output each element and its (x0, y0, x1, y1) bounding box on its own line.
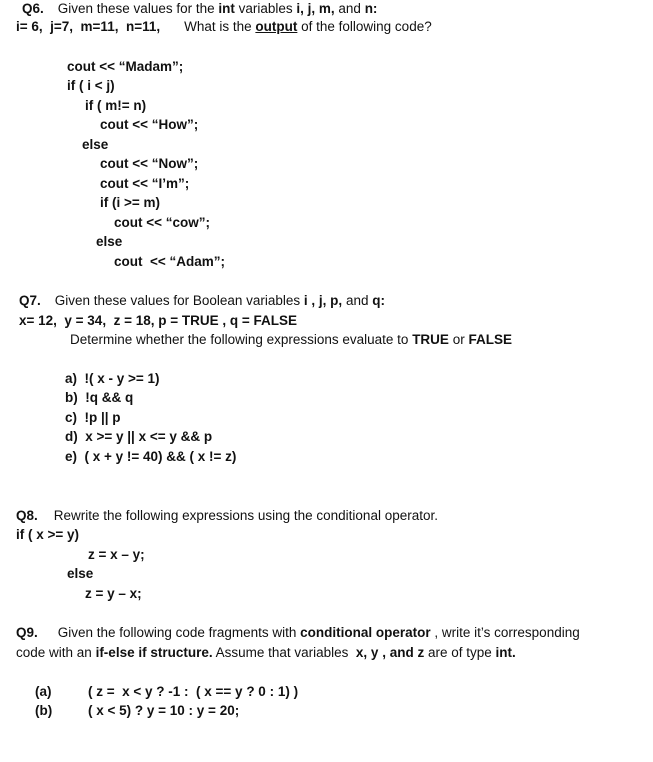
q6-code-line: if ( i < j) (67, 78, 115, 93)
q9-item-code: ( z = x < y ? -1 : ( x == y ? 0 : 1) ) (88, 684, 299, 699)
q7-variable-names: i , j, p, (303, 293, 343, 308)
q6-intro-text: Given these values for the (57, 1, 219, 16)
q6-code-line: cout << “cow”; (114, 215, 211, 230)
q9-item-code: ( x < 5) ? y = 10 : y = 20; (88, 703, 240, 718)
q7-or-text: or (448, 332, 469, 347)
q6-variable-names: i, j, m, (296, 1, 335, 16)
q6-code-line: cout << “Now”; (100, 156, 199, 171)
q7-true-keyword: TRUE (412, 332, 449, 347)
q9-text: code with an (16, 645, 96, 660)
q9-text-2: Assume that variables (212, 645, 356, 660)
q7-line-1 (19, 292, 385, 310)
q9-intro-text-2: , write it’s corresponding (430, 625, 580, 640)
q7-instruction-text: Determine whether the following expressions evaluate to (70, 332, 413, 347)
q6-code-line: else (82, 137, 109, 152)
q7-expression-item: b) !q && q (65, 390, 134, 405)
q7-expression-item: a) !( x - y >= 1) (65, 371, 160, 386)
q8-line-1 (16, 507, 438, 525)
q6-code-line: else (96, 234, 123, 249)
q6-code-line: cout << “Madam”; (67, 59, 184, 74)
q6-code-line: if ( m!= n) (85, 98, 147, 113)
q7-false-keyword: FALSE (468, 332, 512, 347)
q7-number: Q7. (19, 293, 41, 308)
q8-code-line: z = y – x; (85, 586, 142, 601)
q8-code-line: if ( x >= y) (16, 527, 80, 542)
q8-intro-text: Rewrite the following expressions using the conditional operator. (53, 508, 438, 523)
q7-expression-item: c) !p || p (65, 410, 121, 425)
q6-code-line: cout << “I’m”; (100, 176, 190, 191)
q7-intro-text: Given these values for Boolean variables (54, 293, 304, 308)
q8-number: Q8. (16, 508, 38, 523)
q9-int-keyword: int. (495, 645, 516, 660)
q7-expression-item: e) ( x + y != 40) && ( x != z) (65, 449, 237, 464)
q6-number: Q6. (22, 1, 44, 16)
q7-instruction (70, 331, 512, 349)
q9-number: Q9. (16, 625, 38, 640)
q9-intro-text: Given the following code fragments with (57, 625, 301, 640)
q6-int-keyword: int (218, 1, 235, 16)
q8-code-line: else (67, 566, 94, 581)
q9-text-3: are of type (424, 645, 496, 660)
q6-code-line: cout << “How”; (100, 117, 199, 132)
q7-expression-item: d) x >= y || x <= y && p (65, 429, 213, 444)
q6-line-2 (16, 18, 432, 36)
q6-question-text-2: of the following code? (297, 19, 432, 34)
q9-item-label: (b) (35, 703, 53, 718)
q7-intro-and: and (342, 293, 373, 308)
q9-line-2 (16, 644, 516, 662)
q7-variable-q: q: (372, 293, 385, 308)
q6-intro-text-2: variables (234, 1, 297, 16)
q9-variable-names: x, y , and z (355, 645, 425, 660)
q6-values: i= 6, j=7, m=11, n=11, (16, 19, 161, 34)
q6-line-1 (22, 0, 377, 18)
q6-intro-and: and (334, 1, 365, 16)
q6-question-text: What is the (184, 19, 256, 34)
q8-code-line: z = x – y; (88, 547, 145, 562)
q9-item-label: (a) (35, 684, 52, 699)
q6-code-line: if (i >= m) (100, 195, 161, 210)
q6-output-keyword: output (255, 19, 298, 34)
q9-if-else-keyword: if-else if structure. (95, 645, 213, 660)
q6-variable-n: n: (364, 1, 378, 16)
q9-conditional-operator-keyword: conditional operator (300, 625, 431, 640)
q6-code-line: cout << “Adam”; (114, 254, 226, 269)
q7-values: x= 12, y = 34, z = 18, p = TRUE , q = FALSE (19, 313, 297, 328)
q9-line-1 (16, 624, 580, 642)
